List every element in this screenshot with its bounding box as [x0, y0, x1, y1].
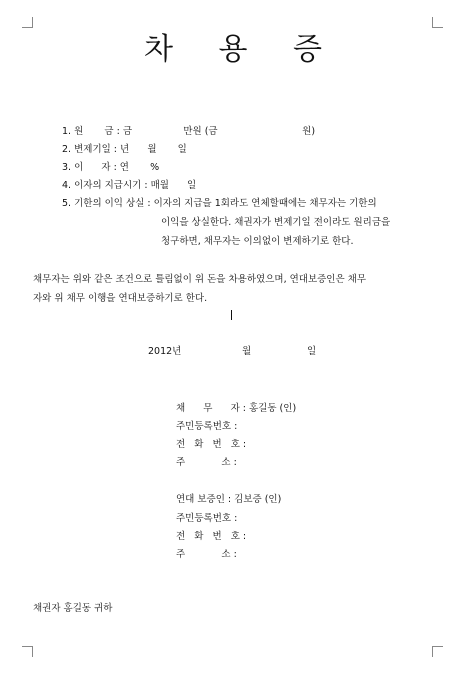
debtor-name: 채 무 자 : 홍길동 (인): [176, 403, 297, 414]
item-due-date: 2. 변제기일 : 년 월 일: [62, 144, 187, 155]
date-month: 월: [242, 346, 252, 357]
agreement-line2: 자와 위 채무 이행을 연대보증하기로 한다.: [33, 293, 208, 304]
debtor-address: 주 소 :: [176, 457, 237, 468]
item-acceleration-line1: 5. 기한의 이익 상실 : 이자의 지급을 1회라도 연체할때에는 채무자는 기한의: [62, 198, 377, 209]
item-acceleration-line2: 이익을 상실한다. 채권자가 변제기일 전이라도 원리금을: [161, 217, 391, 228]
guarantor-name: 연대 보증인 : 김보증 (인): [176, 494, 282, 505]
debtor-id: 주민등록번호 :: [176, 421, 238, 432]
item-acceleration-line3: 청구하면, 채무자는 이의없이 변제하기로 한다.: [161, 236, 354, 247]
crop-mark-bottom-right: [432, 646, 443, 657]
date-year: 2012년: [148, 346, 182, 357]
guarantor-address: 주 소 :: [176, 549, 237, 560]
item-interest-payment: 4. 이자의 지급시기 : 매월 일: [62, 180, 197, 191]
recipient-line: 채권자 홍길동 귀하: [33, 603, 113, 614]
text-cursor: [231, 310, 232, 320]
agreement-line1: 채무자는 위와 같은 조건으로 틀림없이 위 돈을 차용하였으며, 연대보증인은 채무: [33, 274, 367, 285]
date-day: 일: [307, 346, 317, 357]
guarantor-id: 주민등록번호 :: [176, 513, 238, 524]
document-title: 차 용 증: [143, 32, 340, 67]
crop-mark-bottom-left: [22, 646, 33, 657]
item-principal: 1. 원 금 : 금 만원 (금 원): [62, 126, 316, 137]
guarantor-phone: 전 화 번 호 :: [176, 531, 247, 542]
item-interest: 3. 이 자 : 연 %: [62, 162, 160, 173]
debtor-phone: 전 화 번 호 :: [176, 439, 247, 450]
